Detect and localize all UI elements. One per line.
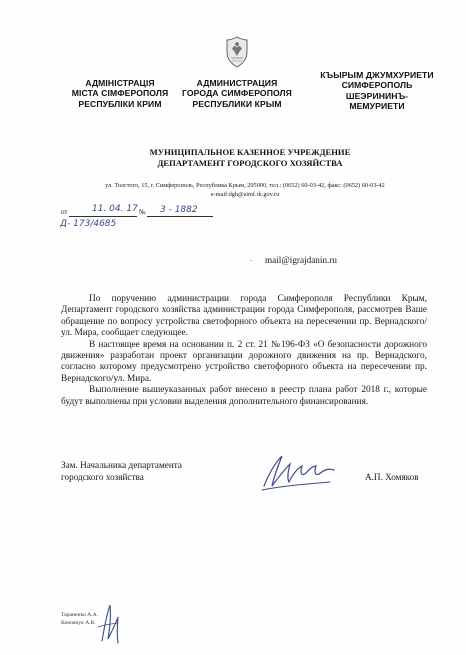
arrow-mark-icon: ⌐ xyxy=(250,258,254,264)
number-prefix: № xyxy=(138,208,146,216)
header-line: КЪЫРЫМ ДЖУМХУРИЕТИ xyxy=(320,70,434,80)
handwritten-signature xyxy=(258,450,338,494)
date-prefix: от xyxy=(61,208,68,216)
signatory-title xyxy=(61,460,182,483)
body-paragraph-3: Выполнение вышеуказанных работ внесено в реестр плана работ 2018 г., которые будут выполнены при условии выделения дополнительного финансирования. xyxy=(61,385,427,407)
organization-line-1: МУНИЦИПАЛЬНОЕ КАЗЕННОЕ УЧРЕЖДЕНИЕ xyxy=(149,147,351,157)
executors-list xyxy=(61,612,98,627)
organization-address: ул. Толстого, 15, г. Симферополь, Республика Крым, 295000, тел.: (0652) 60-03-42, факс: (0652) 60-03-42 xyxy=(105,182,385,189)
header-line: АДМІНІСТРАЦІЯ xyxy=(85,78,155,88)
header-line: РЕСПУБЛІКИ КРИМ xyxy=(78,98,162,109)
body-paragraph-2: В настоящее время на основании п. 2 ст. 21 №196-ФЗ «О безопасности дорожного движения» разработан проект организации дорожного движения на пр. Вернадского, согласно которому предусмотрено устройство светофорного объекта на пересечении пр. Вернадского/ул. Мира. xyxy=(61,339,427,384)
handwritten-date: 11. 04. 17 xyxy=(92,204,138,214)
header-line: ШЕЭРИНИНЪ- xyxy=(345,90,409,101)
body-paragraph-1: По поручению администрации города Симферополя Республики Крым, Департамент городского хозяйства администрации города Симферополя, рассмотрев Ваше обращение по вопросу устройства светофорного объекта на пересечении пр. Вернадского/ул. Мира, сообщает следующее. xyxy=(61,294,427,338)
header-crimean-tatar xyxy=(312,70,442,112)
executor-1: Тараненко А.А. xyxy=(61,612,99,618)
header-line: АДМИНИСТРАЦИЯ xyxy=(196,78,278,88)
header-line: СИМФЕРОПОЛЬ xyxy=(341,80,413,91)
letter-body xyxy=(61,294,427,408)
header-ukrainian xyxy=(60,78,180,109)
organization-email: e-mail:dgh@simf.rk.gov.ru xyxy=(210,191,280,198)
header-russian xyxy=(177,78,297,109)
header-line: МІСТА СІМФЕРОПОЛЯ xyxy=(71,88,169,99)
organization-contacts xyxy=(60,181,430,199)
signatory-title-line-1: Зам. Начальника департамента xyxy=(61,460,182,470)
coat-of-arms-icon xyxy=(224,36,250,68)
header-line: МЕМУРИЕТИ xyxy=(349,101,405,112)
executor-initials-signature xyxy=(96,597,124,647)
handwritten-number: 3 - 1882 xyxy=(160,205,198,215)
header-line: ГОРОДА СИМФЕРОПОЛЯ xyxy=(182,88,292,99)
executor-2: Коновчук А.В. xyxy=(61,619,96,626)
handwritten-reference: Д- 173/4685 xyxy=(60,219,117,229)
organization-line-2: ДЕПАРТАМЕНТ ГОРОДСКОГО ХОЗЯЙСТВА xyxy=(157,158,343,168)
header-line: РЕСПУБЛИКИ КРЫМ xyxy=(192,98,282,109)
organization-name xyxy=(120,147,380,169)
recipient-email: mail@igrajdanin.ru xyxy=(265,255,337,265)
signatory-title-line-2: городского хозяйства xyxy=(61,471,144,482)
signatory-name: А.П. Хомяков xyxy=(365,472,419,482)
